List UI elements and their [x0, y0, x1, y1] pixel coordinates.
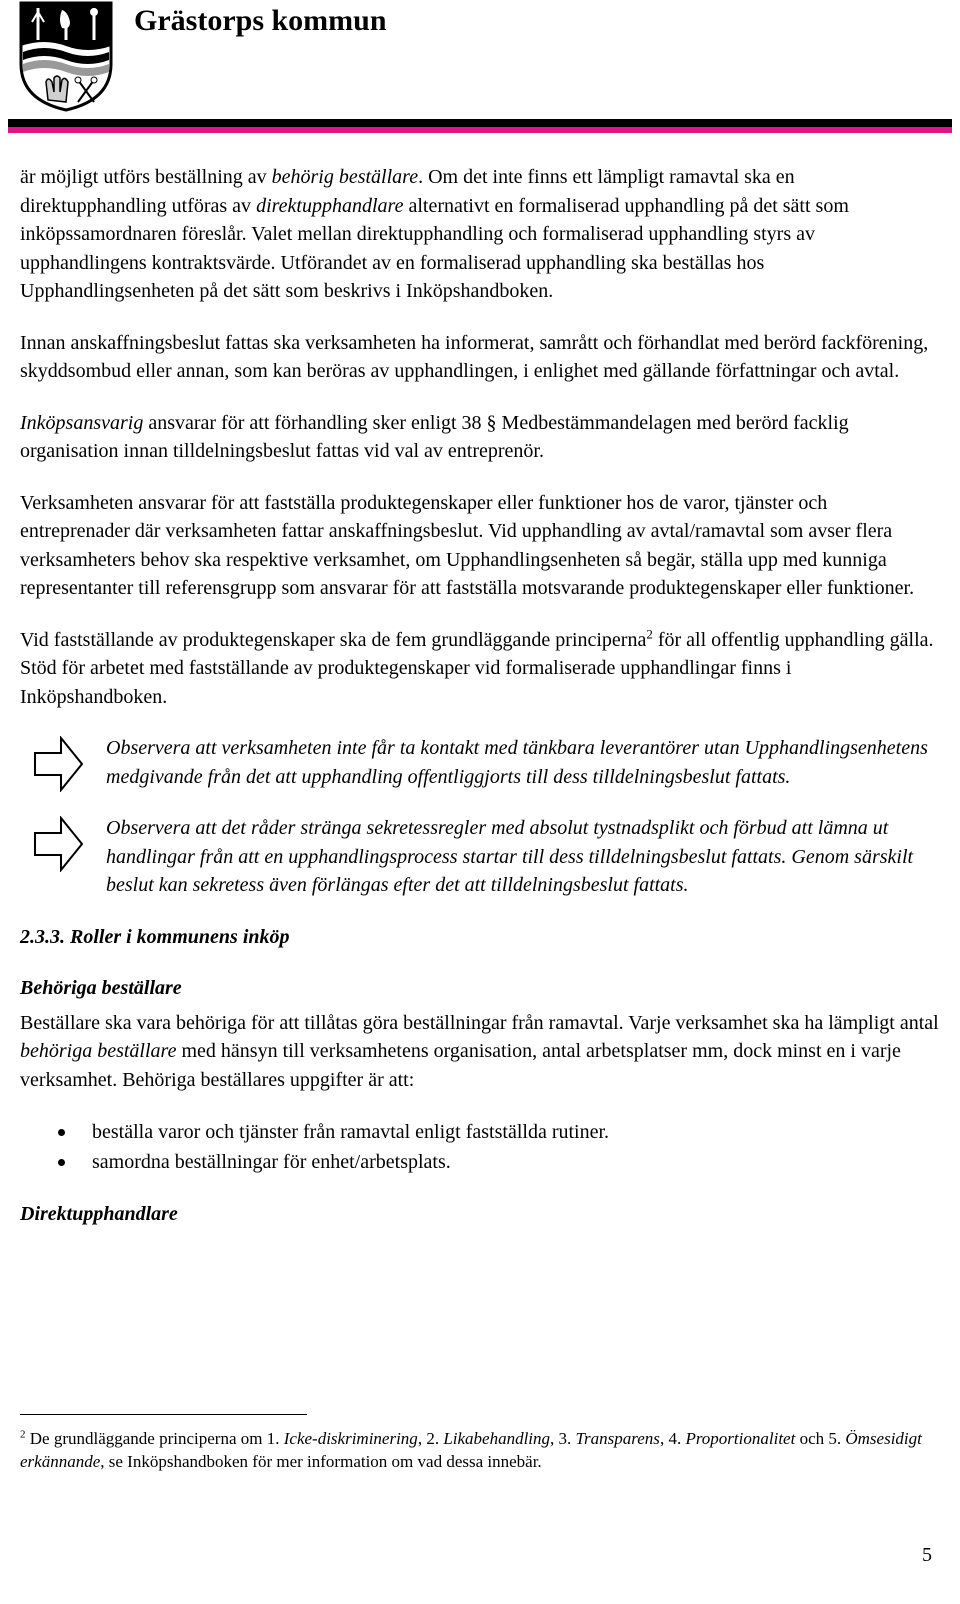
- footnote: $^2$ De grundläggande principerna om 1. Icke-diskriminering, 2. Likabehandling, 3. Transparens, 4. Proportionalitet och 5. Ömsesidigt erkännande, se Inköpshandboken för mer information om vad dessa innebär.: [20, 1428, 922, 1471]
- page-number: 5: [922, 1544, 932, 1566]
- arrow-right-icon: [34, 816, 84, 872]
- subheading-authorized-orderers: Behöriga beställare: [20, 976, 182, 999]
- paragraph-principles: Vid fastställande av produktegenskaper ska de fem grundläggande principerna$^2$ för all offentlig upphandling gälla. Stöd för arbetet med fastställande av produktegenskaper vid formaliserade upphandlingar finns i Inköpshandboken.: [20, 625, 934, 708]
- task-list: [20, 1117, 940, 1177]
- page-header: [0, 0, 960, 140]
- footnote-reference: 2: [646, 625, 653, 641]
- notice-secrecy: [20, 814, 940, 900]
- paragraph-consultation: Innan anskaffningsbeslut fattas ska verksamheten ha informerat, samrått och förhandlat med berörd fackförening, skyddsombud eller annan, som kan beröras av upphandlingen, i enlighet med gällande författningar och avtal.: [20, 331, 929, 382]
- paragraph-product-properties: Verksamheten ansvarar för att fastställa produktegenskaper eller funktioner hos de varor, tjänster och entreprenader där verksamheten fattar anskaffningsbeslut. Vid upphandling av avtal/ramavtal som avser flera verksamheters behov ska respektive verksamhet, om Upphandlingsenheten så begär, ställa upp med kunniga representanter till referensgrupp som ansvarar för att fastställa motsvarande produktegenskaper eller funktioner.: [20, 491, 915, 599]
- paragraph-negotiation: Inköpsansvarig ansvarar för att förhandling sker enligt 38 § Medbestämmandelagen med berörd facklig organisation innan tilldelningsbeslut fattas vid val av entreprenör.: [20, 411, 849, 462]
- bullet-icon: [58, 1159, 65, 1166]
- list-item: samordna beställningar för enhet/arbetsplats.: [20, 1147, 940, 1177]
- document-body: [20, 163, 940, 1235]
- municipal-coat-of-arms-icon: [18, 0, 114, 112]
- header-rule-pink: [8, 127, 952, 133]
- arrow-right-icon: [34, 736, 84, 792]
- paragraph-ordering: är möjligt utförs beställning av behörig beställare. Om det inte finns ett lämpligt ramavtal ska en direktupphandling utföras av direktupphandlare alternativt en formaliserad upphandling på det sätt som inköpssamordnaren föreslår. Valet mellan direktupphandling och formaliserad upphandling styrs av upphandlingens kontraktsvärde. Utförandet av en formaliserad upphandling ska beställas hos Upphandlingsenheten på det sätt som beskrivs i Inköpshandboken.: [20, 166, 849, 302]
- bullet-icon: [58, 1129, 65, 1136]
- list-item: beställa varor och tjänster från ramavtal enligt fastställda rutiner.: [20, 1117, 940, 1147]
- organization-name: Grästorps kommun: [134, 4, 387, 37]
- notice-text: Observera att verksamheten inte får ta kontakt med tänkbara leverantörer utan Upphandlingsenhetens medgivande från det att upphandling offentliggjorts till dess tilldelningsbeslut fattats.: [106, 737, 928, 788]
- section-heading: 2.3.3. Roller i kommunens inköp: [20, 925, 290, 948]
- subheading-direct-procurer: Direktupphandlare: [20, 1203, 178, 1225]
- notice-contact: [20, 734, 940, 791]
- footnote-separator: [20, 1414, 307, 1415]
- notice-text: Observera att det råder stränga sekretessregler med absolut tystnadsplikt och förbud att lämna ut handlingar från att en upphandlingsprocess startar till dess tilldelningsbeslut fattats. Genom särskilt beslut kan sekretess även förlängas efter det att tilldelningsbeslut fattats.: [106, 817, 914, 896]
- header-rule-black: [8, 119, 952, 127]
- paragraph-orderers: Beställare ska vara behöriga för att tillåtas göra beställningar från ramavtal. Varje verksamhet ska ha lämpligt antal behöriga beställare med hänsyn till verksamhetens organisation, antal arbetsplatser mm, dock minst en i varje verksamhet. Behöriga beställares uppgifter är att:: [20, 1011, 939, 1091]
